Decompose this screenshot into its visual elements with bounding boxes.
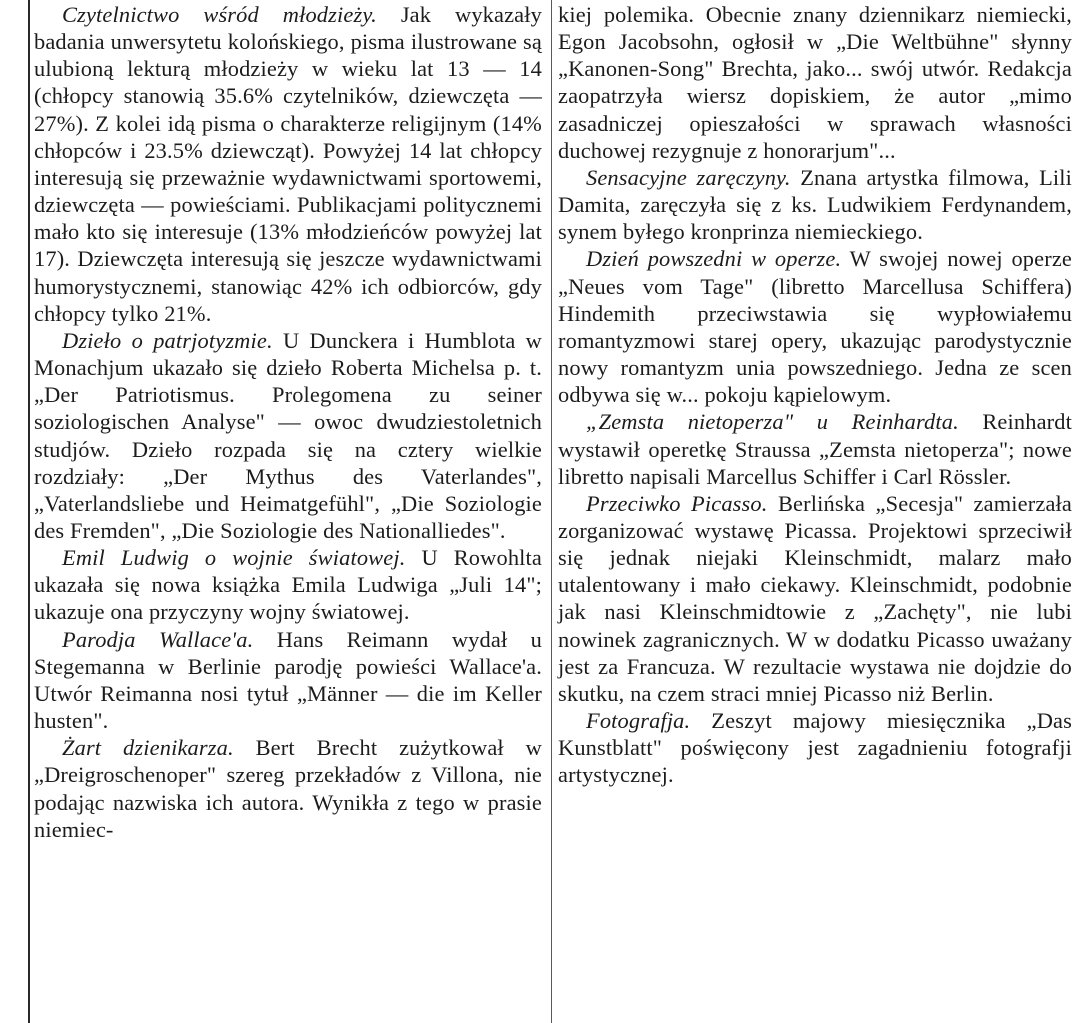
article-headline: Parodja Wallace'a.	[62, 626, 254, 652]
article-headline: Emil Ludwig o wojnie światowej.	[62, 545, 406, 571]
left-margin-rule	[28, 0, 30, 1023]
article-body: Bert Brecht zużytkował w „Dreigroschenoper" szereg przekładów z Villona, nie podając nazwiska ich autora. Wynikła z tego w prasie niemiec-	[34, 735, 542, 842]
article-headline: Przeciwko Picasso.	[586, 490, 768, 516]
article-emil-ludwig	[34, 544, 542, 625]
article-headline: Sensacyjne zaręczyny.	[586, 164, 791, 190]
article-body: Hans Reimann wydał u Stegemanna w Berlinie parodję powieści Wallace'a. Utwór Reimanna nosi tytuł „Männer — die im Keller husten".	[34, 626, 543, 734]
right-column	[558, 1, 1072, 789]
article-zemsta	[558, 408, 1072, 489]
article-opera	[558, 245, 1072, 408]
article-headline: „Zemsta nietoperza" u Reinhardta.	[586, 409, 959, 435]
article-body: Znana artystka filmowa, Lili Damita, zaręczyła się z ks. Ludwikiem Ferdynandem, synem byłego kronprinza niemieckiego.	[558, 164, 1073, 245]
left-column	[34, 1, 542, 843]
article-zareczyny	[558, 164, 1072, 245]
article-czytelnictwo	[34, 1, 542, 327]
article-headline: Dzieło o patrjotyzmie.	[62, 327, 273, 353]
article-body: Reinhardt wystawił operetkę Straussa „Zemsta nietoperza"; nowe libretto napisali Marcellus Schiffer i Carl Rössler.	[558, 409, 1072, 489]
article-body: Zeszyt majowy miesięcznika „Das Kunstblatt" poświęcony jest zagadnieniu fotografji artystycznej.	[558, 708, 1072, 788]
article-patrjotyzm	[34, 327, 542, 544]
article-headline: Dzień powszedni w operze.	[586, 246, 842, 272]
column-divider	[551, 0, 552, 1023]
article-headline: Fotografja.	[586, 708, 691, 734]
article-body: W swojej nowej operze „Neues vom Tage" (libretto Marcellusa Schiffera) Hindemith przeciwstawia się wypłowiałemu romantyzmowi starej opery, ukazując parodystycznie nowy romantyzm unia powszedniego. Jedna ze scen odbywa się w... pokoju kąpielowym.	[558, 246, 1072, 408]
article-body: U Dunckera i Humblota w Monachjum ukazało się dzieło Roberta Michelsa p. t. „Der Patriotismus. Prolegomena zu seiner soziologischen Analyse" — owoc dwudziestoletnich studjów. Dzieło rozpada się na cztery wielkie rozdziały: „Der Mythus des Vaterlandes", „Vaterlandsliebe und Heimatgefühl", „Die Soziologie des Fremden", „Die Soziologie des Nationalliedes".	[34, 327, 542, 543]
article-body: U Rowohlta ukazała się nowa książka Emila Ludwiga „Juli 14"; ukazuje ona przyczyny wojny światowej.	[34, 545, 542, 625]
article-fotografja	[558, 707, 1072, 788]
article-body: kiej polemika. Obecnie znany dziennikarz niemiecki, Egon Jacobsohn, ogłosił w „Die Weltbühne" słynny „Kanonen-Song" Brechta, jako... swój utwór. Redakcja zaopatrzyła wiersz dopiskiem, że autor „mimo zasadniczej opieszałości w sprawach własności duchowej rezygnuje z honorarjum"...	[558, 2, 1072, 163]
article-picasso	[558, 490, 1072, 707]
article-zart-continued	[558, 1, 1072, 164]
article-headline: Czytelnictwo wśród młodzieży.	[62, 2, 377, 27]
article-body: Berlińska „Secesja" zamierzała zorganizować wystawę Picassa. Projektowi sprzeciwił się jednak niejaki Kleinschmidt, malarz mało utalentowany i mało ciekawy. Kleinschmidt, podobnie jak nasi Kleinschmidtowie z „Zachęty", nie lubi nowinek zagranicznych. W w dodatku Picasso uważany jest za Francuza. W rezultacie wystawa nie dojdzie do skutku, na czem straci mniej Picasso niż Berlin.	[558, 490, 1072, 706]
article-zart	[34, 734, 542, 843]
article-parodja	[34, 626, 542, 735]
article-headline: Żart dzienikarza.	[62, 735, 234, 761]
article-body: Jak wykazały badania unwersytetu kolońskiego, pisma ilustrowane są ulubioną lekturą młodzieży w wieku lat 13 — 14 (chłopcy stanowią 35.6% czytelników, dziewczęta — 27%). Z kolei idą pisma o charakterze religijnym (14% chłopców i 23.5% dziewcząt). Powyżej 14 lat chłopcy interesują się przeważnie wydawnictwami sportowemi, dziewczęta — powieściami. Publikacjami politycznemi mało kto się interesuje (13% młodzieńców powyżej lat 17). Dziewczęta interesują się jeszcze wydawnictwami humorystycznemi, stanowiąc 42% ich odbiorców, gdy chłopcy tylko 21%.	[34, 2, 542, 326]
